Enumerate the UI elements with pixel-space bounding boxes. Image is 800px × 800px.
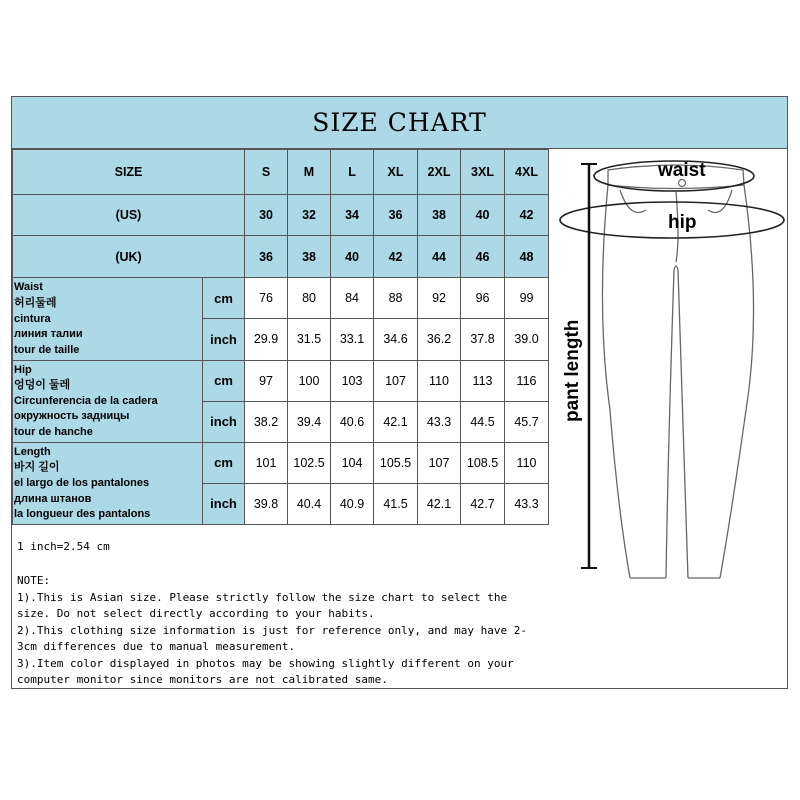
us-size-cell: 42 (505, 195, 549, 236)
hip-cm-row (13, 360, 549, 401)
hip-cm-cell: 100 (288, 360, 331, 401)
length-inch-cell: 43.3 (505, 483, 549, 524)
length-inch-cell: 42.1 (418, 483, 461, 524)
length-cm-cell: 108.5 (461, 442, 505, 483)
measurement-label-line: Length (14, 445, 51, 458)
note-line: 1).This is Asian size. Please strictly follow the size chart to select the (17, 590, 508, 604)
uk-size-cell: 38 (288, 236, 331, 278)
us-size-cell: 32 (288, 195, 331, 236)
waist-cm-row (13, 278, 549, 319)
hip-cm-cell: 110 (418, 360, 461, 401)
hip-cm-cell: 116 (505, 360, 549, 401)
unit-inch: inch (203, 319, 245, 360)
size-header-cell: M (288, 150, 331, 195)
waist-inch-cell: 36.2 (418, 319, 461, 360)
unit-cm: cm (203, 278, 245, 319)
waist-inch-cell: 39.0 (505, 319, 549, 360)
length-cm-cell: 107 (418, 442, 461, 483)
measurement-label-line: Waist (14, 281, 43, 294)
hip-cm-cell: 107 (374, 360, 418, 401)
hip-inch-cell: 44.5 (461, 401, 505, 442)
measurement-label-line: 허리둘레 (14, 296, 57, 309)
measurement-label-line: cintura (14, 312, 51, 325)
measurement-label-line: длина штанов (14, 492, 92, 505)
uk-size-cell: 40 (331, 236, 374, 278)
size-header-label: SIZE (13, 150, 245, 195)
notes-heading: NOTE: (17, 574, 51, 587)
uk-size-label: (UK) (13, 236, 245, 278)
note-line: 2).This clothing size information is just for reference only, and may have 2- (17, 623, 527, 637)
waist-inch-cell: 29.9 (245, 319, 288, 360)
measurement-label-line: tour de taille (14, 343, 80, 356)
unit-inch: inch (203, 401, 245, 442)
waist-inch-cell: 37.8 (461, 319, 505, 360)
hip-inch-cell: 39.4 (288, 401, 331, 442)
measurement-label-line: Hip (14, 363, 32, 376)
size-header-row (13, 150, 549, 195)
note-line: 3).Item color displayed in photos may be showing slightly different on your (17, 656, 514, 670)
measurement-label-line: окружность задницы (14, 410, 130, 423)
hip-inch-cell: 40.6 (331, 401, 374, 442)
uk-size-cell: 46 (461, 236, 505, 278)
hip-inch-cell: 42.1 (374, 401, 418, 442)
size-header-cell: 3XL (461, 150, 505, 195)
size-header-cell: S (245, 150, 288, 195)
waist-inch-cell: 34.6 (374, 319, 418, 360)
size-header-cell: 4XL (505, 150, 549, 195)
us-size-row (13, 195, 549, 236)
waist-cm-cell: 92 (418, 278, 461, 319)
length-cm-cell: 101 (245, 442, 288, 483)
uk-size-cell: 36 (245, 236, 288, 278)
waist-cm-cell: 99 (505, 278, 549, 319)
notes (17, 573, 537, 689)
length-inch-cell: 40.4 (288, 483, 331, 524)
waist-cm-cell: 80 (288, 278, 331, 319)
waist-inch-cell: 31.5 (288, 319, 331, 360)
waist-label (13, 278, 203, 360)
length-cm-cell: 110 (505, 442, 549, 483)
title-bar (12, 97, 787, 149)
waist-cm-cell: 84 (331, 278, 374, 319)
unit-cm: cm (203, 360, 245, 401)
hip-inch-cell: 43.3 (418, 401, 461, 442)
unit-inch: inch (203, 483, 245, 524)
waist-cm-cell: 88 (374, 278, 418, 319)
pant-length-label: pant length (562, 319, 583, 422)
hip-label (13, 360, 203, 442)
hip-cm-cell: 97 (245, 360, 288, 401)
uk-size-row (13, 236, 549, 278)
length-inch-cell: 40.9 (331, 483, 374, 524)
hip-cm-cell: 103 (331, 360, 374, 401)
waist-label: waist (658, 160, 706, 181)
hip-cm-cell: 113 (461, 360, 505, 401)
pants-diagram (548, 150, 787, 600)
page-title: SIZE CHART (312, 108, 487, 137)
size-table (12, 149, 549, 525)
measurement-label-line: Circunferencia de la cadera (14, 394, 158, 407)
hip-inch-cell: 45.7 (505, 401, 549, 442)
length-cm-row (13, 442, 549, 483)
note-line: size. Do not select directly according to your habits. (17, 607, 375, 620)
us-size-cell: 34 (331, 195, 374, 236)
waist-cm-cell: 96 (461, 278, 505, 319)
note-line: computer monitor since monitors are not calibrated same. (17, 673, 388, 686)
unit-cm: cm (203, 442, 245, 483)
hip-label: hip (668, 212, 697, 233)
length-cm-cell: 104 (331, 442, 374, 483)
length-cm-cell: 102.5 (288, 442, 331, 483)
uk-size-cell: 44 (418, 236, 461, 278)
uk-size-cell: 48 (505, 236, 549, 278)
length-inch-cell: 42.7 (461, 483, 505, 524)
size-header-cell: XL (374, 150, 418, 195)
measurement-label-line: линия талии (14, 328, 83, 341)
us-size-cell: 36 (374, 195, 418, 236)
measurement-label-line: tour de hanche (14, 425, 93, 438)
measurement-label-line: la longueur des pantalons (14, 508, 151, 521)
length-cm-cell: 105.5 (374, 442, 418, 483)
length-inch-cell: 41.5 (374, 483, 418, 524)
us-size-cell: 38 (418, 195, 461, 236)
hip-inch-cell: 38.2 (245, 401, 288, 442)
size-header-cell: L (331, 150, 374, 195)
us-size-label: (US) (13, 195, 245, 236)
us-size-cell: 40 (461, 195, 505, 236)
uk-size-cell: 42 (374, 236, 418, 278)
length-inch-cell: 39.8 (245, 483, 288, 524)
length-label (13, 442, 203, 524)
conversion-note: 1 inch=2.54 cm (17, 540, 110, 553)
measurement-label-line: el largo de los pantalones (14, 476, 150, 489)
us-size-cell: 30 (245, 195, 288, 236)
size-header-cell: 2XL (418, 150, 461, 195)
waist-cm-cell: 76 (245, 278, 288, 319)
waist-inch-cell: 33.1 (331, 319, 374, 360)
measurement-label-line: 바지 길이 (14, 461, 60, 474)
note-line: 3cm differences due to manual measurement. (17, 640, 296, 653)
measurement-label-line: 엉덩이 둘레 (14, 379, 71, 392)
